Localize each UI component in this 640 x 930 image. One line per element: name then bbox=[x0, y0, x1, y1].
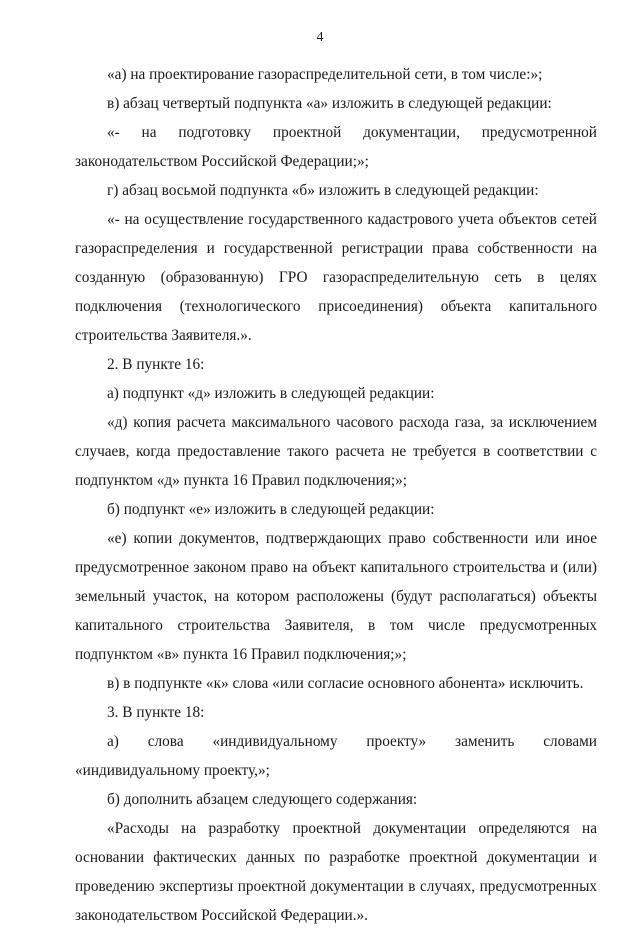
paragraph: «Расходы на разработку проектной документации определяются на основании фактических данных по разработке проектной документации и проведению экспертизы проектной документации в случаях, предусмотренных законодательством Российской Федерации.». bbox=[75, 820, 597, 924]
paragraph: а) подпункт «д» изложить в следующей редакции: bbox=[107, 385, 435, 402]
paragraph: «а) на проектирование газораспределительной сети, в том числе:»; bbox=[107, 66, 543, 83]
paragraph: в) в подпункте «к» слова «или согласие основного абонента» исключить. bbox=[107, 675, 584, 692]
paragraph: б) подпункт «е» изложить в следующей редакции: bbox=[107, 501, 435, 518]
paragraph: 3. В пункте 18: bbox=[107, 704, 205, 721]
page-number: 4 bbox=[316, 30, 324, 45]
paragraph: а) слова «индивидуальному проекту» заменить словами «индивидуальному проекту,»; bbox=[75, 733, 597, 779]
paragraph: б) дополнить абзацем следующего содержания: bbox=[107, 791, 418, 808]
document-body bbox=[75, 60, 597, 930]
paragraph: в) абзац четвертый подпункта «а» изложить в следующей редакции: bbox=[107, 95, 552, 112]
paragraph: «- на подготовку проектной документации, предусмотренной законодательством Российской Федерации;»; bbox=[75, 124, 597, 170]
paragraph: г) абзац восьмой подпункта «б» изложить в следующей редакции: bbox=[107, 182, 539, 199]
paragraph: «д) копия расчета максимального часового расхода газа, за исключением случаев, когда предоставление такого расчета не требуется в соответствии с подпунктом «д» пункта 16 Правил подключения;»; bbox=[75, 414, 597, 489]
paragraph: «е) копии документов, подтверждающих право собственности или иное предусмотренное законом право на объект капитального строительства и (или) земельный участок, на котором расположены (будут располагаться) объекты капитального строительства Заявителя, в том числе предусмотренных подпунктом «в» пункта 16 Правил подключения;»; bbox=[75, 530, 597, 663]
paragraph: «- на осуществление государственного кадастрового учета объектов сетей газораспределения и государственной регистрации права собственности на созданную (образованную) ГРО газораспределительную сеть в целях подключения (технологического присоединения) объекта капитального строительства Заявителя.». bbox=[75, 211, 597, 344]
paragraph: 2. В пункте 16: bbox=[107, 356, 205, 373]
